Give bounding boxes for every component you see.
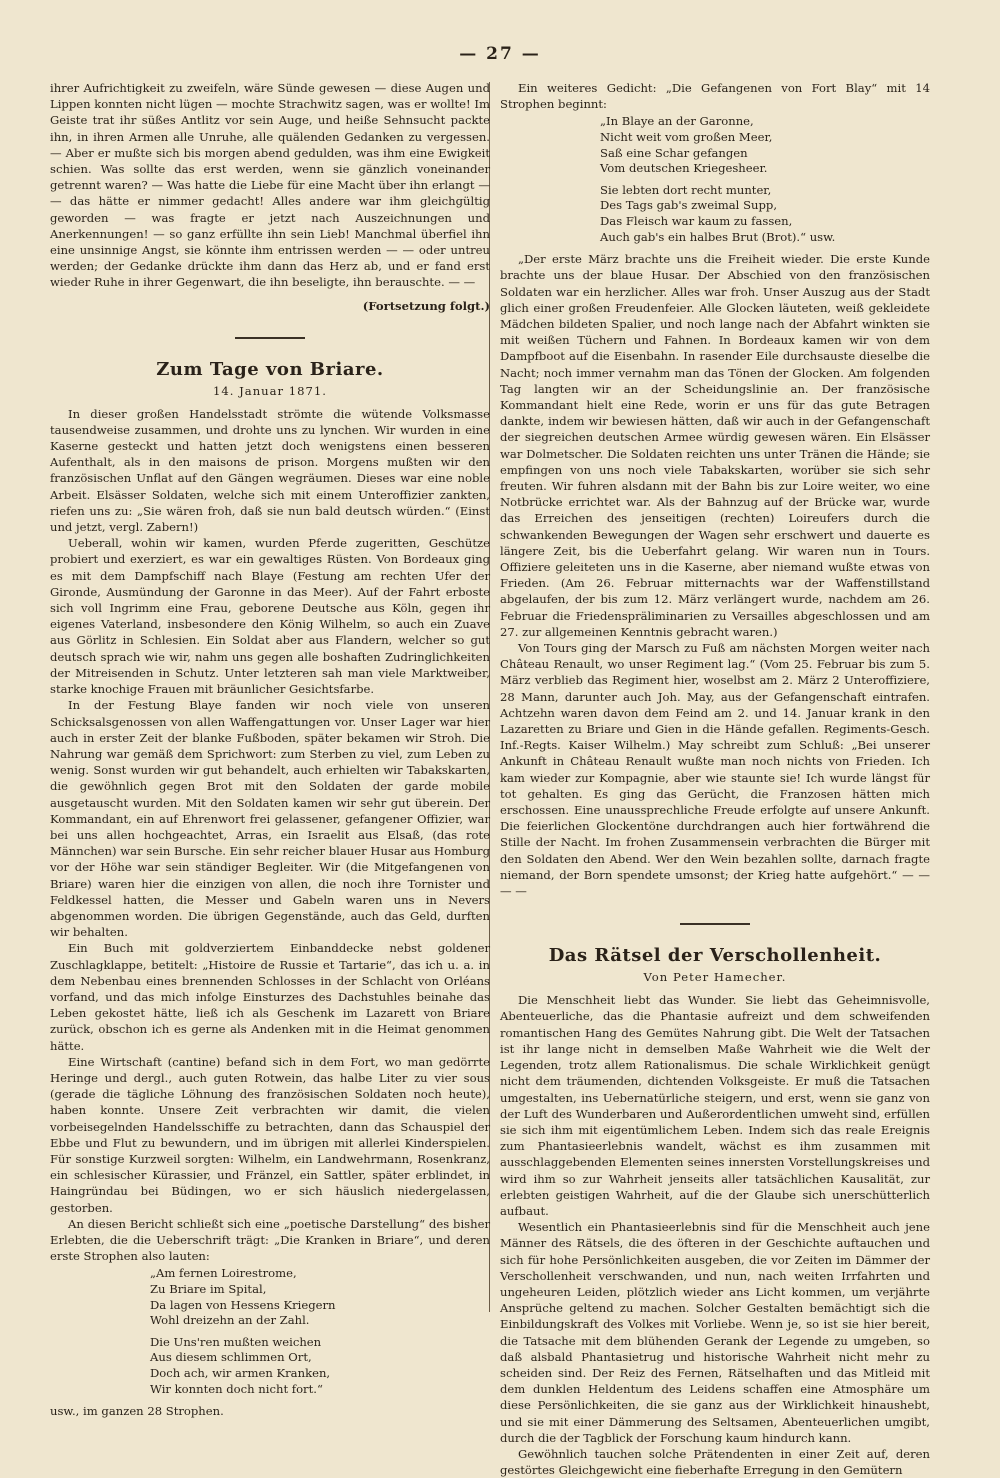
poem-line: „Am fernen Loirestrome, [150, 1266, 297, 1281]
paragraph: usw., im ganzen 28 Strophen. [50, 1404, 224, 1419]
poem-line: Saß eine Schar gefangen [600, 145, 748, 160]
poem-stanza [150, 1335, 490, 1397]
paragraph: Eine Wirtschaft (cantine) befand sich in dem Fort, wo man gedörrte Heringe und dergl., auch guten Rotwein, das halbe Liter zu vier sous (gerade die tägliche Löhnung des französischen Soldaten noch heute), haben konnte. Unsere Zeit verbrachten wir damit, die vielen vorbeisegelnden Handelsschiffe zu betrachten, dann das Schauspiel der Ebbe und Flut zu bewundern, und im übrigen mit allerlei Kinderspielen. Für sonstige Kurzweil sorgten: Wilhelm, ein Landwehrmann, Rosenkranz, ein schlesischer Kürassier, und Fränzel, ein Sattler, später erblindet, in Haingründau bei Büdingen, wo er sich häuslich niedergelassen, gestorben. [50, 1054, 490, 1215]
poem-line: Auch gab's ein halbes Brut (Brot).“ usw. [600, 229, 836, 244]
poem-stanza [600, 114, 930, 176]
article-title: Das Rätsel der Verschollenheit. [548, 945, 882, 967]
paragraph: Ein Buch mit goldverziertem Einbanddecke nebst goldener Zuschlagklappe, betitelt: „Histoire de Russie et Tartarie“, das ich u. a. in dem Nebenbau eines brennenden Schlosses in der Schlacht von Orléans vorfand, und das mich infolge Einsturzes des Dachstuhles beinahe das Leben gekostet hätte, ließ ich als Geschenk im Lazarett von Briare zurück, obschon ich es gerne als Andenken mit in die Heimat genommen hätte. [50, 941, 490, 1053]
poem-line: Wir konnten doch nicht fort.“ [150, 1381, 323, 1396]
poem [600, 114, 930, 245]
poem-line: Die Uns'ren mußten weichen [150, 1334, 322, 1349]
poem-line: Das Fleisch war kaum zu fassen, [600, 213, 793, 228]
poem-line: Sie lebten dort recht munter, [600, 182, 772, 197]
paragraph: Gewöhnlich tauchen solche Prätendenten in einer Zeit auf, deren gestörtes Gleichgewicht eine fieberhafte Erregung in den Gemütern [500, 1446, 930, 1478]
section-separator [235, 337, 305, 339]
paragraph: Von Tours ging der Marsch zu Fuß am nächsten Morgen weiter nach Château Renault, wo unser Regiment lag.“ (Vom 25. Februar bis zum 5. März verblieb das Regiment hier, woselbst am 2. März 2 Unteroffiziere, 28 Mann, darunter auch Joh. May, aus der Gefangenschaft eintrafen. Achtzehn waren davon dem Feind am 2. und 14. Januar krank in den Lazaretten zu Briare und Gien in die Hände gefallen. Regiments-Gesch. Inf.-Regts. Kaiser Wilhelm.) May schreibt zum Schluß: „Bei unserer Ankunft in Château Renault wußte man noch nichts von Frieden. Ich kam wieder zur Kompagnie, aber wie staunte sie! Ich wurde längst für tot gehalten. Es ging das Gerücht, die Franzosen hätten mich erschossen. Eine unaussprechliche Freude erfolgte auf unsere Ankunft. Die feierlichen Glockentöne durchdrangen auch hier fortwährend die Stille der Nacht. Im frohen Zusammensein verbrachten die Bürger mit den Soldaten den Abend. Wer den Wein bezahlen sollte, darnach fragte niemand, der Born spendete umsonst; der Krieg hatte aufgehört.“ — — — — [500, 641, 930, 899]
paragraph: An diesen Bericht schließt sich eine „poetische Darstellung“ des bisher Erlebten, die die Ueberschrift trägt: „Die Kranken in Briare“, und deren erste Strophen also lauten: [50, 1216, 490, 1264]
paragraph: In dieser großen Handelsstadt strömte die wütende Volksmasse tausendweise zusammen, und drohte uns zu lynchen. Wir wurden in eine Kaserne gesteckt und hatten jetzt doch wenigstens einen besseren Aufenthalt, als in den maisons de prison. Morgens mußten wir den französischen Unflat auf den Gängen wegräumen. Dieses war eine noble Arbeit. Elsässer Soldaten, welche sich mit einem Unteroffizier zankten, riefen uns zu: „Sie wären froh, daß sie nun bald deutsch würden.“ (Einst und jetzt, vergl. Zabern!) [50, 406, 490, 535]
poem [150, 1266, 490, 1397]
left-column [50, 80, 490, 1419]
poem-line: Zu Briare im Spital, [150, 1282, 267, 1296]
article-date: 14. Januar 1871. [213, 383, 327, 398]
poem-line: Des Tags gab's zweimal Supp, [600, 198, 778, 213]
paragraph: In der Festung Blaye fanden wir noch viele von unseren Schicksalsgenossen von allen Waffengattungen vor. Unser Lager war hier auch in erster Zeit der blanke Fußboden, später bekamen wir Stroh. Die Nahrung war gemäß dem Sprichwort: zum Sterben zu viel, zum Leben zu wenig. Sonst wurden wir gut behandelt, auch erhielten wir Tabakskarten, die gewöhnlich gegen Brot mit den Soldaten der garde mobile ausgetauscht wurden. Mit den Soldaten kamen wir sehr gut überein. Der Kommandant, ein auf Ehrenwort frei gelassener, gefangener Offizier, war bei uns allen hochgeachtet, Arras, ein Israelit aus Elsaß, (das rote Männchen) war sein Bursche. Ein sehr reicher blauer Husar aus Homburg vor der Höhe war sein ständiger Begleiter. Wir (die Mitgefangenen von Briare) waren hier die einzigen von allen, die noch ihre Tornister und Feldkessel hatten, die Messer und Gabeln waren uns in Nevers abgenommen worden. Die übrigen Gegenstände, auch das Geld, durften wir behalten. [50, 698, 490, 940]
paragraph: „Der erste März brachte uns die Freiheit wieder. Die erste Kunde brachte uns der blaue Husar. Der Abschied von den französischen Soldaten war ein herzlicher. Alles war froh. Unser Auszug aus der Stadt glich einer großen Freudenfeier. Alle Glocken läuteten, weiß gekleidete Mädchen bildeten Spalier, und noch lange nach der Abfahrt winkten sie mit weißen Tüchern und Fahnen. In Bordeaux kamen wir von dem Dampfboot auf die Eisenbahn. In rasender Eile durchsauste dieselbe die Nacht; noch immer vernahm man das Tönen der Glocken. Am folgenden Tag langten wir an der Scheidungslinie an. Der französische Kommandant hielt eine Rede, worin er uns für das gute Betragen dankte, indem wir bewiesen hätten, daß wir auch in der Gefangenschaft der siegreichen deutschen Armee würdig gewesen wären. Ein Elsässer war Dolmetscher. Die Soldaten reichten uns unter Tränen die Hände; sie empfingen von uns noch viele Tabakskarten, worüber sie sich sehr freuten. Wir fuhren alsdann mit der Bahn bis zur Loire weiter, wo eine Notbrücke errichtet war. Als der Bahnzug auf der Brücke war, wurde das Erreichen des jenseitigen (rechten) Loireufers durch die schwankenden Bewegungen der Wagen sehr erschwert und dauerte es längere Zeit, bis die Ueberfahrt gelang. Wir waren nun in Tours. Offiziere geleiteten uns in die Kaserne, aber niemand wußte etwas von Frieden. (Am 26. Februar mitternachts war der Waffenstillstand abgelaufen, der bis zum 12. März verlängert wurde, nachdem am 26. Februar die Friedenspräliminarien zu Versailles abgeschlossen und am 27. zur allgemeinen Kenntnis gebracht waren.) [500, 252, 930, 639]
poem-stanza [600, 183, 930, 245]
poem-stanza [150, 1266, 490, 1328]
poem-line: Wohl dreizehn an der Zahl. [150, 1313, 310, 1328]
article-title: Zum Tage von Briare. [156, 358, 384, 380]
poem-line: Aus diesem schlimmen Ort, [150, 1350, 312, 1365]
paragraph: Wesentlich ein Phantasieerlebnis sind für die Menschheit auch jene Männer des Rätsels, die des öfteren in der Geschichte auftauchen und sich für hohe Persönlichkeiten ausgeben, die vor Zeiten im Dämmer der Verschollenheit verschwanden, und nun, nach weiten Irrfahrten und ungeheuren Leiden, plötzlich wieder ans Licht kommen, um verjährte Ansprüche geltend zu machen. Solcher Gestalten bemächtigt sich die Einbildungskraft des Volkes mit Vorliebe. Wenn je, so ist sie hier bereit, die Tatsache mit dem blühenden Gerank der Legende zu umgeben, so daß alsbald Phantasietrug und historische Wahrheit nicht mehr zu scheiden sind. Der Reiz des Fernen, Rätselhaften und das Mitleid mit dem dunklen Heldentum des Leidens schaffen eine Atmosphäre um diese Persönlichkeiten, die sie ganz aus der Wirklichkeit hinaushebt, und sie mit einer Dämmerung des Seltsamen, Abenteuerlichen umgibt, durch die der Tagblick der Forschung kaum hindurch kann. [500, 1220, 930, 1445]
right-column [500, 80, 930, 1478]
poem-line: Doch ach, wir armen Kranken, [150, 1365, 331, 1380]
paragraph: ihrer Aufrichtigkeit zu zweifeln, wäre Sünde gewesen — diese Augen und Lippen konnten nicht lügen — mochte Strachwitz sagen, was er wollte! Im Geiste trat ihr süßes Antlitz vor sein Auge, und heiße Sehnsucht packte ihn, in ihren Armen alle Unruhe, alle quälenden Gedanken zu vergessen. — Aber er mußte sich bis morgen abend gedulden, was ihm eine Ewigkeit schien. Was sollte das erst werden, wenn sie gänzlich voneinander getrennt waren? — Was hatte die Liebe für eine Macht über ihn erlangt — — das hätte er nimmer gedacht! Alles andere war ihm gleichgültig geworden — was fragte er jetzt nach Auszeichnungen und Anerkennungen! — so ganz erfüllte ihn sein Lieb! Manchmal überfiel ihn eine unsinnige Angst, sie könnte ihm entrissen werden — — oder untreu werden; der Gedanke drückte ihm dann das Herz ab, und er fand erst wieder Ruhe in ihrer Gegenwart, die ihn beseligte, ihn berauschte. — — [50, 81, 490, 290]
article-byline: Von Peter Hamecher. [643, 970, 787, 985]
paragraph: Ein weiteres Gedicht: „Die Gefangenen von Fort Blay“ mit 14 Strophen beginnt: [500, 81, 930, 112]
poem-line: „In Blaye an der Garonne, [600, 114, 754, 129]
poem-line: Vom deutschen Kriegesheer. [600, 161, 768, 176]
section-separator [680, 923, 750, 925]
poem-line: Da lagen von Hessens Kriegern [150, 1297, 336, 1312]
paragraph: Ueberall, wohin wir kamen, wurden Pferde zugeritten, Geschütze probiert und exerziert, es war ein gewaltiges Rüsten. Von Bordeaux ging es mit dem Dampfschiff nach Blaye (Festung am rechten Ufer der Gironde, Ausmündung der Garonne in das Meer). Auf der Fahrt erboste sich voll Ingrimm eine Frau, geborene Deutsche aus Köln, gegen ihr eigenes Vaterland, insbesondere den König Wilhelm, so auch ein Zuave aus Görlitz in Schlesien. Ein Soldat aber aus Flandern, welcher so gut deutsch sprach wie wir, nahm uns gegen alle boshaften Zudringlichkeiten der Mitreisenden in Schutz. Unter letzteren sah man viele Marktweiber, starke knochige Frauen mit bräunlicher Gesichtsfarbe. [50, 536, 490, 697]
paragraph: Die Menschheit liebt das Wunder. Sie liebt das Geheimnisvolle, Abenteuerliche, das die Phantasie aufreizt und dem schweifenden romantischen Hang des Gemütes Nahrung gibt. Die Welt der Tatsachen ist ihr lange nicht in demselben Maße Wahrheit wie die Welt der Legenden, trotz allem Rationalismus. Die schale Wirklichkeit genügt nicht dem träumenden, dichtenden Volksgeiste. Er muß die Tatsachen umgestalten, ins Uebernatürliche steigern, und erst, wenn sie ganz von der Luft des Wunderbaren und Außerordentlichen umweht sind, erfüllen sie sich ihm mit eigentümlichem Leben. Indem sich das reale Ereignis zum Phantasieerlebnis wandelt, wächst es ihm zusammen mit ausschlaggebenden Elementen seines innersten Vorstellungskreises und wird ihm so zur Wahrheit jenseits aller tatsächlichen Kausalität, zur erlebten geistigen Wahrheit, auf die der Glaube sich unerschütterlich aufbaut. [500, 993, 930, 1218]
poem-line: Nicht weit vom großen Meer, [600, 130, 773, 144]
continuation-note: (Fortsetzung folgt.) [362, 298, 490, 313]
page-number: — 27 — [459, 44, 541, 64]
